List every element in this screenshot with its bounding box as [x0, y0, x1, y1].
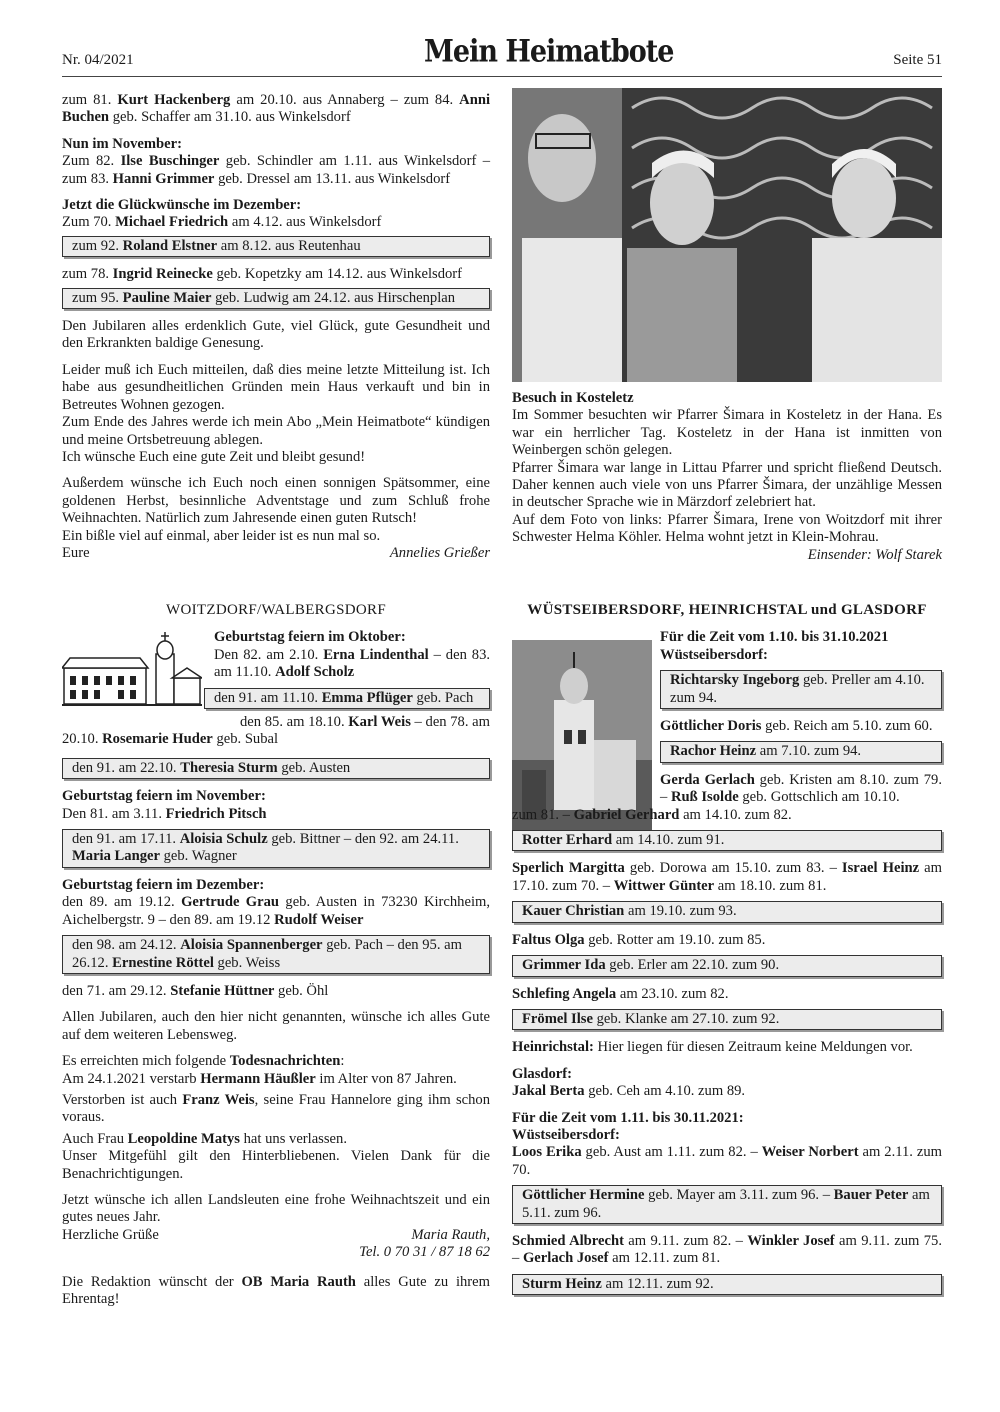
caption-sender: Einsender: Wolf Starek [807, 546, 942, 563]
highlight-box: den 98. am 24.12. Aloisia Spannenberger geb. Pach – den 95. am 26.12. Ernestine Röttel geb. Weiss [62, 935, 490, 974]
birthday-text: zum 81. – Gabriel Gerhard am 14.10. zum 82. [512, 806, 792, 823]
caption-text: Pfarrer Šimara war lange in Littau Pfarrer und spricht fließend Deutsch. Daher kennen auch viele von uns Pfarrer Šimara, der unzählige Messen in deutscher Sprache wie in Märzdorf zelebriert hat. [512, 459, 942, 511]
caption-title: Besuch in Kosteletz [512, 390, 634, 406]
signature: Eure Annelies Grießer [62, 544, 490, 561]
woitzdorf-section [62, 602, 490, 1317]
highlight-box: Sturm Heinz am 12.11. zum 92. [512, 1274, 942, 1295]
obituary-text: Verstorben ist auch Franz Weis, seine Frau Hannelore ging ihm schon voraus. [62, 1091, 490, 1126]
section-heading: Geburtstag feiern im November: [62, 788, 266, 805]
letter-text: Zum Ende des Jahres werde ich mein Abo „Mein Heimatbote“ kündigen und meine Ortsbetreuung ablegen. [62, 414, 490, 448]
highlight-box: Kauer Christian am 19.10. zum 93. [512, 901, 942, 922]
birthday-text: den 85. am 18.10. Karl Weis – den 78. am 20.10. Rosemarie Huder geb. Subal [62, 714, 490, 748]
closing-text: Jetzt wünsche ich allen Landsleuten eine frohe Weihnachtszeit und ein gutes neues Jahr. [62, 1191, 490, 1226]
letter-text: Leider muß ich Euch mitteilen, daß dies meine letzte Mitteilung ist. Ich habe aus gesundheitlichen Gründen mein Haus verkauft und bin in Betreutes Wohnen gezogen. [62, 361, 490, 413]
photo-caption [512, 390, 942, 564]
caption-text: Im Sommer besuchten wir Pfarrer Šimara in Kosteletz in der Hana. Es war ein herrlicher Tag. Kosteletz in der Hana ist inmitten von Weinbergen schön gelegen. [512, 407, 942, 459]
obituary-intro: Es erreichten mich folgende Todesnachrichten: [62, 1053, 345, 1070]
highlight-box: den 91. am 11.10. Emma Pflüger geb. Pach [204, 688, 490, 709]
section-heading: Wüstseibersdorf: [660, 646, 768, 663]
highlight-box: Rotter Erhard am 14.10. zum 91. [512, 830, 942, 851]
wuestseibersdorf-section [512, 602, 942, 1304]
caption-text: Auf dem Foto von links: Pfarrer Šimara, Irene von Woitzdorf mit ihrer Schwester Helma Köhler. Helma wohnt jetzt in Klein-Mohrau. [512, 511, 942, 546]
october-block [660, 629, 942, 806]
highlight-box: zum 95. Pauline Maier geb. Ludwig am 24.12. aus Hirschenplan [62, 288, 490, 309]
highlight-box: Grimmer Ida geb. Erler am 22.10. zum 90. [512, 955, 942, 976]
page-header [62, 33, 942, 76]
obituary-text: Am 24.1.2021 verstarb Hermann Häußler im Alter von 87 Jahren. [62, 1070, 457, 1087]
section-heading: Glasdorf: [512, 1065, 572, 1082]
section-heading: Wüstseibersdorf: [512, 1126, 620, 1143]
birthday-text: Sperlich Margitta geb. Dorowa am 15.10. zum 83. – Israel Heinz am 17.10. zum 70. – Wittwer Günter am 18.10. zum 81. [512, 860, 942, 894]
section-heading: Jetzt die Glückwünsche im Dezember: [62, 197, 302, 214]
highlight-box: Frömel Ilse geb. Klanke am 27.10. zum 92. [512, 1009, 942, 1030]
photo-visit-kosteletz [512, 88, 942, 382]
birthday-text: Schlefing Angela am 23.10. zum 82. [512, 985, 729, 1002]
birthday-text: zum 81. Kurt Hackenberg am 20.10. aus Annaberg – zum 84. Anni Buchen geb. Schaffer am 31.10. aus Winkelsdorf [62, 92, 490, 126]
birthday-text: Schmied Albrecht am 9.11. zum 82. – Winkler Josef am 9.11. zum 75. – Gerlach Josef am 12.11. zum 81. [512, 1232, 943, 1267]
page-number: Seite 51 [893, 52, 942, 68]
masthead-logo: Mein Heimatbote [424, 33, 674, 70]
section-title: WOITZDORF/WALBERGSDORF [166, 602, 386, 618]
birthday-text: den 89. am 19.12. Gertrude Grau geb. Austen in 73230 Kirchheim, Aichelbergstr. 9 – den 89. am 19.12 Rudolf Weiser [62, 894, 490, 928]
signature: Herzliche Grüße Maria Rauth, [62, 1226, 490, 1243]
header-rule [62, 76, 942, 77]
section-heading: Geburtstag feiern im Dezember: [62, 876, 265, 893]
phone-number: Tel. 0 70 31 / 87 18 62 [359, 1244, 490, 1261]
letter-text: Ein bißle viel auf einmal, aber leider ist es nun mal so. [62, 527, 381, 544]
highlight-box: zum 92. Roland Elstner am 8.12. aus Reutenhau [62, 236, 490, 257]
birthday-text: Zum 70. Michael Friedrich am 4.12. aus Winkelsdorf [62, 214, 382, 231]
issue-number: Nr. 04/2021 [62, 52, 134, 68]
birthday-text: Zum 82. Ilse Buschinger geb. Schindler am 1.11. aus Winkelsdorf – zum 83. Hanni Grimmer geb. Dressel am 13.11. aus Winkelsdorf [62, 153, 491, 187]
birthday-text: Den 81. am 3.11. Friedrich Pitsch [62, 805, 267, 822]
heinrichstal-text: Heinrichstal: Hier liegen für diesen Zeitraum keine Meldungen vor. [512, 1039, 913, 1056]
section-heading: Nun im November: [62, 135, 182, 152]
obituary-text: Auch Frau Leopoldine Matys hat uns verlassen. [62, 1130, 347, 1147]
highlight-box: Richtarsky Ingeborg geb. Preller am 4.10. zum 94. [660, 670, 942, 709]
birthday-text: Jakal Berta geb. Ceh am 4.10. zum 89. [512, 1083, 746, 1100]
left-top-section [62, 92, 490, 562]
wishes-text: Den Jubilaren alles erdenklich Gute, viel Glück, gute Gesundheit und den Erkrankten baldige Genesung. [62, 318, 490, 352]
birthday-text: Loos Erika geb. Aust am 1.11. zum 82. – Weiser Norbert am 2.11. zum 70. [512, 1144, 942, 1178]
editorial-wishes: Die Redaktion wünscht der OB Maria Rauth alles Gute zu ihrem Ehrentag! [62, 1273, 490, 1307]
section-heading: Für die Zeit vom 1.11. bis 30.11.2021: [512, 1109, 744, 1126]
birthday-text: zum 78. Ingrid Reinecke geb. Kopetzky am 14.12. aus Winkelsdorf [62, 266, 463, 283]
village-church-illustration [62, 628, 202, 708]
section-heading: Für die Zeit vom 1.10. bis 31.10.2021 [660, 629, 889, 646]
section-heading: Geburtstag feiern im Oktober: [214, 629, 406, 646]
section-title: WÜSTSEIBERSDORF, HEINRICHSTAL und GLASDORF [527, 602, 927, 618]
highlight-box: den 91. am 17.11. Aloisia Schulz geb. Bittner – den 92. am 24.11. Maria Langer geb. Wagner [62, 829, 490, 868]
birthday-text: den 71. am 29.12. Stefanie Hüttner geb. Öhl [62, 982, 329, 999]
highlight-box: Rachor Heinz am 7.10. zum 94. [660, 741, 942, 762]
letter-text: Außerdem wünsche ich Euch noch einen sonnigen Spätsommer, eine goldenen Herbst, besinnliche Adventstage und zum Schluß frohe Weihnachten. Natürlich zum Jahresende einen guten Rutsch! [62, 475, 490, 527]
birthday-text: Faltus Olga geb. Rotter am 19.10. zum 85. [512, 931, 766, 948]
october-block [214, 629, 490, 709]
birthday-text: Gerda Gerlach geb. Kristen am 8.10. zum 79. – Ruß Isolde geb. Gottschlich am 10.10. [660, 771, 942, 806]
highlight-box: Göttlicher Hermine geb. Mayer am 3.11. zum 96. – Bauer Peter am 5.11. zum 96. [512, 1185, 942, 1224]
birthday-text: Den 82. am 2.10. Erna Lindenthal – den 83. am 11.10. Adolf Scholz [214, 646, 491, 681]
wishes-text: Allen Jubilaren, auch den hier nicht genannten, wünsche ich alles Gute auf dem weiteren Lebensweg. [62, 1009, 490, 1043]
birthday-text: Göttlicher Doris geb. Reich am 5.10. zum 60. [660, 718, 933, 735]
highlight-box: den 91. am 22.10. Theresia Sturm geb. Austen [62, 758, 490, 779]
letter-text: Ich wünsche Euch eine gute Zeit und bleibt gesund! [62, 448, 366, 465]
condolence-text: Unser Mitgefühl gilt den Hinterbliebenen. Vielen Dank für die Benachrichtigungen. [62, 1148, 490, 1182]
